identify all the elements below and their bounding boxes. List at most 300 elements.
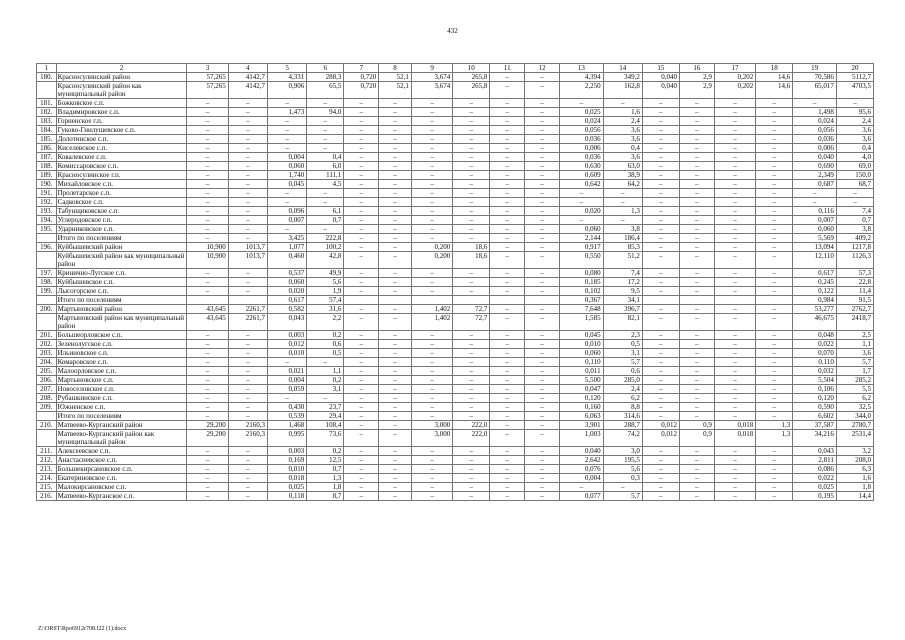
value-cell: 2261,7 xyxy=(228,305,267,314)
value-cell: – xyxy=(490,287,525,296)
value-cell: – xyxy=(453,180,490,189)
value-cell: – xyxy=(490,430,525,447)
territory-name-cell: Куйбышевский район как муниципальный район xyxy=(56,252,187,269)
table-row xyxy=(37,171,874,180)
row-number-cell xyxy=(37,430,57,447)
value-cell: – xyxy=(187,349,228,358)
value-cell: – xyxy=(490,269,525,278)
page-number: 432 xyxy=(447,27,458,35)
value-cell: 0,021 xyxy=(268,367,307,376)
value-cell: 0,917 xyxy=(560,243,604,252)
value-cell: – xyxy=(679,126,714,135)
value-cell: 0,036 xyxy=(560,153,604,162)
value-cell: 1013,7 xyxy=(228,243,267,252)
value-cell: – xyxy=(836,189,873,198)
value-cell: – xyxy=(228,340,267,349)
value-cell: – xyxy=(642,180,679,189)
value-cell: 73,6 xyxy=(307,430,344,447)
value-cell: 65,017 xyxy=(793,82,837,99)
value-cell: 0,4 xyxy=(307,153,344,162)
value-cell: 31,6 xyxy=(307,305,344,314)
value-cell: – xyxy=(411,483,452,492)
value-cell: – xyxy=(490,421,525,430)
value-cell: 0,045 xyxy=(560,331,604,340)
value-cell: – xyxy=(756,403,793,412)
value-cell: – xyxy=(228,189,267,198)
row-number-cell: 180. xyxy=(37,73,57,82)
value-cell: – xyxy=(187,394,228,403)
value-cell: 0,040 xyxy=(642,73,679,82)
value-cell: – xyxy=(525,349,560,358)
value-cell: 3,674 xyxy=(411,82,452,99)
territory-name-cell: Малоорловское с.п. xyxy=(56,367,187,376)
column-number-header: 12 xyxy=(525,64,560,73)
value-cell: 0,022 xyxy=(793,340,837,349)
value-cell: – xyxy=(756,331,793,340)
value-cell: – xyxy=(228,278,267,287)
value-cell: – xyxy=(344,225,379,234)
value-cell: 0,024 xyxy=(560,117,604,126)
column-number-header: 8 xyxy=(379,64,412,73)
value-cell: – xyxy=(453,394,490,403)
territory-name-cell: Рубашкинское с.п. xyxy=(56,394,187,403)
value-cell: – xyxy=(525,421,560,430)
value-cell: 6,2 xyxy=(836,394,873,403)
row-number-cell: 205. xyxy=(37,367,57,376)
value-cell: 0,025 xyxy=(560,108,604,117)
value-cell: – xyxy=(756,358,793,367)
value-cell: 0,010 xyxy=(560,340,604,349)
value-cell: – xyxy=(490,135,525,144)
row-number-cell: 212. xyxy=(37,456,57,465)
row-number-cell: 184. xyxy=(37,126,57,135)
value-cell: – xyxy=(411,180,452,189)
value-cell: – xyxy=(756,305,793,314)
value-cell: – xyxy=(379,376,412,385)
value-cell: – xyxy=(714,180,755,189)
value-cell: – xyxy=(642,225,679,234)
value-cell: 1,3 xyxy=(603,207,642,216)
value-cell: – xyxy=(756,278,793,287)
value-cell: 0,7 xyxy=(836,216,873,225)
row-number-cell: 209. xyxy=(37,403,57,412)
value-cell: – xyxy=(490,376,525,385)
value-cell: – xyxy=(268,117,307,126)
value-cell: 0,120 xyxy=(560,394,604,403)
value-cell: 18,6 xyxy=(453,243,490,252)
value-cell: 0,006 xyxy=(793,144,837,153)
value-cell: – xyxy=(228,447,267,456)
value-cell: – xyxy=(453,99,490,108)
table-row xyxy=(37,73,874,82)
value-cell: – xyxy=(490,82,525,99)
value-cell: – xyxy=(525,314,560,331)
value-cell: 3,1 xyxy=(307,385,344,394)
value-cell: – xyxy=(756,171,793,180)
value-cell: 37,587 xyxy=(793,421,837,430)
value-cell: – xyxy=(525,126,560,135)
value-cell: – xyxy=(642,376,679,385)
value-cell: 1,402 xyxy=(411,305,452,314)
value-cell: 2,250 xyxy=(560,82,604,99)
value-cell: – xyxy=(756,314,793,331)
value-cell: – xyxy=(679,99,714,108)
value-cell: – xyxy=(679,376,714,385)
value-cell: – xyxy=(714,483,755,492)
value-cell xyxy=(714,296,755,305)
value-cell: – xyxy=(187,198,228,207)
value-cell: 1126,3 xyxy=(836,252,873,269)
value-cell: 0,036 xyxy=(793,135,837,144)
value-cell: – xyxy=(714,403,755,412)
value-cell: 0,003 xyxy=(268,331,307,340)
value-cell: – xyxy=(344,403,379,412)
value-cell: – xyxy=(268,358,307,367)
value-cell: – xyxy=(679,216,714,225)
value-cell: 3,1 xyxy=(603,349,642,358)
value-cell: 5,569 xyxy=(793,234,837,243)
value-cell: – xyxy=(756,412,793,421)
value-cell: – xyxy=(379,252,412,269)
value-cell: – xyxy=(642,135,679,144)
value-cell: 0,6 xyxy=(603,367,642,376)
table-row xyxy=(37,456,874,465)
value-cell: – xyxy=(756,447,793,456)
value-cell: – xyxy=(525,447,560,456)
value-cell: – xyxy=(228,180,267,189)
value-cell: – xyxy=(490,465,525,474)
value-cell: – xyxy=(603,99,642,108)
value-cell: 0,590 xyxy=(793,403,837,412)
value-cell: – xyxy=(490,189,525,198)
value-cell: – xyxy=(490,447,525,456)
value-cell: – xyxy=(307,99,344,108)
value-cell: 43,645 xyxy=(187,305,228,314)
value-cell: – xyxy=(490,358,525,367)
value-cell: 0,2 xyxy=(307,447,344,456)
value-cell: – xyxy=(679,349,714,358)
value-cell: – xyxy=(714,153,755,162)
value-cell: – xyxy=(560,99,604,108)
value-cell: 7,648 xyxy=(560,305,604,314)
value-cell: – xyxy=(756,243,793,252)
value-cell: 4,5 xyxy=(307,180,344,189)
value-cell: – xyxy=(228,126,267,135)
territory-name-cell: Матвеево-Курганский район xyxy=(56,421,187,430)
value-cell: 6,3 xyxy=(836,465,873,474)
value-cell: – xyxy=(679,171,714,180)
column-number-header: 10 xyxy=(453,64,490,73)
value-cell xyxy=(379,296,412,305)
value-cell: – xyxy=(268,144,307,153)
value-cell: – xyxy=(187,483,228,492)
value-cell: 344,0 xyxy=(836,412,873,421)
value-cell: – xyxy=(411,367,452,376)
value-cell: 14,6 xyxy=(756,73,793,82)
value-cell: – xyxy=(490,394,525,403)
table-row xyxy=(37,144,874,153)
value-cell: – xyxy=(679,385,714,394)
table-row xyxy=(37,465,874,474)
row-number-cell: 190. xyxy=(37,180,57,189)
row-number-cell: 183. xyxy=(37,117,57,126)
value-cell: – xyxy=(379,340,412,349)
value-cell: 0,059 xyxy=(268,385,307,394)
value-cell: – xyxy=(679,394,714,403)
row-number-cell: 204. xyxy=(37,358,57,367)
table-row xyxy=(37,189,874,198)
value-cell: – xyxy=(228,385,267,394)
value-cell: – xyxy=(379,99,412,108)
value-cell: – xyxy=(679,492,714,501)
value-cell: – xyxy=(453,126,490,135)
value-cell: – xyxy=(379,135,412,144)
value-cell: 0,080 xyxy=(560,269,604,278)
value-cell: – xyxy=(714,198,755,207)
value-cell: 285,0 xyxy=(603,376,642,385)
value-cell: – xyxy=(411,403,452,412)
row-number-cell: 201. xyxy=(37,331,57,340)
value-cell: – xyxy=(228,225,267,234)
value-cell: – xyxy=(344,243,379,252)
table-row xyxy=(37,269,874,278)
value-cell: – xyxy=(187,287,228,296)
value-cell: – xyxy=(642,117,679,126)
value-cell: 52,1 xyxy=(379,82,412,99)
value-cell: – xyxy=(228,117,267,126)
value-cell: – xyxy=(525,403,560,412)
value-cell: – xyxy=(679,331,714,340)
value-cell: 0,024 xyxy=(793,117,837,126)
value-cell: 162,8 xyxy=(603,82,642,99)
value-cell: – xyxy=(411,99,452,108)
value-cell: – xyxy=(228,403,267,412)
value-cell: 2,9 xyxy=(679,73,714,82)
value-cell: – xyxy=(411,349,452,358)
value-cell: 0,040 xyxy=(560,447,604,456)
value-cell: – xyxy=(379,144,412,153)
value-cell: 64,2 xyxy=(603,180,642,189)
value-cell: – xyxy=(344,252,379,269)
value-cell: 1,740 xyxy=(268,171,307,180)
value-cell: 1,8 xyxy=(836,483,873,492)
value-cell: – xyxy=(344,234,379,243)
value-cell: – xyxy=(411,447,452,456)
value-cell: – xyxy=(411,234,452,243)
value-cell: – xyxy=(344,447,379,456)
value-cell: 0,056 xyxy=(560,126,604,135)
value-cell: – xyxy=(307,126,344,135)
row-number-cell xyxy=(37,252,57,269)
value-cell: – xyxy=(490,367,525,376)
territory-name-cell: Матвеево-Курганское с.п. xyxy=(56,492,187,501)
value-cell: – xyxy=(679,358,714,367)
value-cell: 0,720 xyxy=(344,73,379,82)
table-row xyxy=(37,225,874,234)
value-cell: – xyxy=(756,189,793,198)
value-cell: – xyxy=(756,376,793,385)
value-cell: 12,5 xyxy=(307,456,344,465)
value-cell: – xyxy=(525,340,560,349)
value-cell: – xyxy=(525,278,560,287)
value-cell: 0,102 xyxy=(560,287,604,296)
value-cell: 3,000 xyxy=(411,421,452,430)
value-cell: 1,8 xyxy=(307,483,344,492)
value-cell: 74,2 xyxy=(603,430,642,447)
value-cell: – xyxy=(379,243,412,252)
value-cell: – xyxy=(793,99,837,108)
value-cell: – xyxy=(679,243,714,252)
value-cell: – xyxy=(525,430,560,447)
value-cell: – xyxy=(714,465,755,474)
value-cell: – xyxy=(525,108,560,117)
value-cell: 0,012 xyxy=(268,340,307,349)
value-cell: – xyxy=(714,216,755,225)
table-row xyxy=(37,349,874,358)
value-cell: 2,349 xyxy=(793,171,837,180)
value-cell: 0,122 xyxy=(793,287,837,296)
column-number-header: 15 xyxy=(642,64,679,73)
value-cell: 4142,7 xyxy=(228,73,267,82)
value-cell: – xyxy=(379,483,412,492)
value-cell: – xyxy=(525,456,560,465)
value-cell: – xyxy=(344,135,379,144)
value-cell: 1,1 xyxy=(307,367,344,376)
value-cell: 0,003 xyxy=(268,447,307,456)
value-cell: – xyxy=(836,198,873,207)
value-cell: – xyxy=(490,216,525,225)
value-cell: 3,8 xyxy=(836,225,873,234)
value-cell: – xyxy=(411,126,452,135)
value-cell: – xyxy=(525,73,560,82)
value-cell: – xyxy=(642,243,679,252)
value-cell: – xyxy=(344,216,379,225)
value-cell: – xyxy=(490,180,525,189)
value-cell: – xyxy=(453,108,490,117)
value-cell: – xyxy=(379,456,412,465)
value-cell: 82,1 xyxy=(603,314,642,331)
territory-name-cell: Красносулинский район xyxy=(56,73,187,82)
value-cell: – xyxy=(228,492,267,501)
value-cell: 72,7 xyxy=(453,314,490,331)
value-cell: – xyxy=(525,198,560,207)
value-cell: – xyxy=(187,144,228,153)
value-cell: – xyxy=(411,358,452,367)
value-cell: 0,202 xyxy=(714,82,755,99)
value-cell: – xyxy=(642,144,679,153)
value-cell: 0,004 xyxy=(560,474,604,483)
territory-name-cell: Мартыновский район xyxy=(56,305,187,314)
value-cell: – xyxy=(490,117,525,126)
value-cell: – xyxy=(228,135,267,144)
value-cell: – xyxy=(228,349,267,358)
row-number-cell: 189. xyxy=(37,171,57,180)
value-cell: – xyxy=(490,483,525,492)
value-cell: 0,060 xyxy=(793,225,837,234)
value-cell: 0,047 xyxy=(560,385,604,394)
value-cell: – xyxy=(525,207,560,216)
value-cell: – xyxy=(679,207,714,216)
value-cell: – xyxy=(756,225,793,234)
value-cell: – xyxy=(490,144,525,153)
value-cell: 5,5 xyxy=(836,385,873,394)
value-cell: – xyxy=(187,126,228,135)
value-cell: – xyxy=(642,287,679,296)
value-cell: – xyxy=(307,135,344,144)
territory-name-cell: Владимировское с.п. xyxy=(56,108,187,117)
territory-name-cell: Итого по поселениям xyxy=(56,296,187,305)
table-row xyxy=(37,135,874,144)
value-cell: – xyxy=(453,483,490,492)
value-cell: 0,070 xyxy=(793,349,837,358)
value-cell: – xyxy=(525,225,560,234)
value-cell: – xyxy=(453,162,490,171)
value-cell: – xyxy=(228,358,267,367)
value-cell: 1013,7 xyxy=(228,252,267,269)
value-cell: – xyxy=(756,287,793,296)
value-cell: – xyxy=(187,465,228,474)
value-cell: – xyxy=(453,349,490,358)
value-cell: – xyxy=(411,474,452,483)
table-row xyxy=(37,126,874,135)
value-cell: – xyxy=(756,465,793,474)
column-number-header: 1 xyxy=(37,64,57,73)
value-cell: – xyxy=(187,180,228,189)
value-cell: – xyxy=(187,456,228,465)
value-cell: 29,200 xyxy=(187,430,228,447)
value-cell: – xyxy=(756,269,793,278)
value-cell: – xyxy=(344,108,379,117)
value-cell: 0,022 xyxy=(793,474,837,483)
value-cell: – xyxy=(453,385,490,394)
row-number-cell: 188. xyxy=(37,162,57,171)
value-cell: – xyxy=(228,144,267,153)
value-cell: – xyxy=(490,207,525,216)
value-cell: 6,2 xyxy=(603,394,642,403)
column-number-header: 14 xyxy=(603,64,642,73)
value-cell: 0,007 xyxy=(793,216,837,225)
row-number-cell: 187. xyxy=(37,153,57,162)
territory-name-cell: Комаровское с.п. xyxy=(56,358,187,367)
value-cell: – xyxy=(187,234,228,243)
value-cell: – xyxy=(187,492,228,501)
value-cell: – xyxy=(679,108,714,117)
value-cell: 4,331 xyxy=(268,73,307,82)
value-cell: 11,4 xyxy=(836,287,873,296)
value-cell: – xyxy=(490,99,525,108)
value-cell: – xyxy=(603,189,642,198)
value-cell: – xyxy=(836,99,873,108)
row-number-cell: 182. xyxy=(37,108,57,117)
value-cell: 2,4 xyxy=(603,385,642,394)
value-cell: 1,402 xyxy=(411,314,452,331)
value-cell: – xyxy=(344,126,379,135)
value-cell: – xyxy=(379,412,412,421)
territory-name-cell: Комиссаровское с.п. xyxy=(56,162,187,171)
value-cell: 0,010 xyxy=(268,349,307,358)
value-cell: – xyxy=(714,412,755,421)
column-number-header: 7 xyxy=(344,64,379,73)
value-cell: – xyxy=(679,135,714,144)
value-cell: 0,004 xyxy=(268,153,307,162)
value-cell: – xyxy=(490,198,525,207)
value-cell: – xyxy=(756,474,793,483)
value-cell: – xyxy=(714,367,755,376)
value-cell: – xyxy=(679,278,714,287)
value-cell xyxy=(453,296,490,305)
value-cell: – xyxy=(560,189,604,198)
value-cell: 0,043 xyxy=(793,447,837,456)
